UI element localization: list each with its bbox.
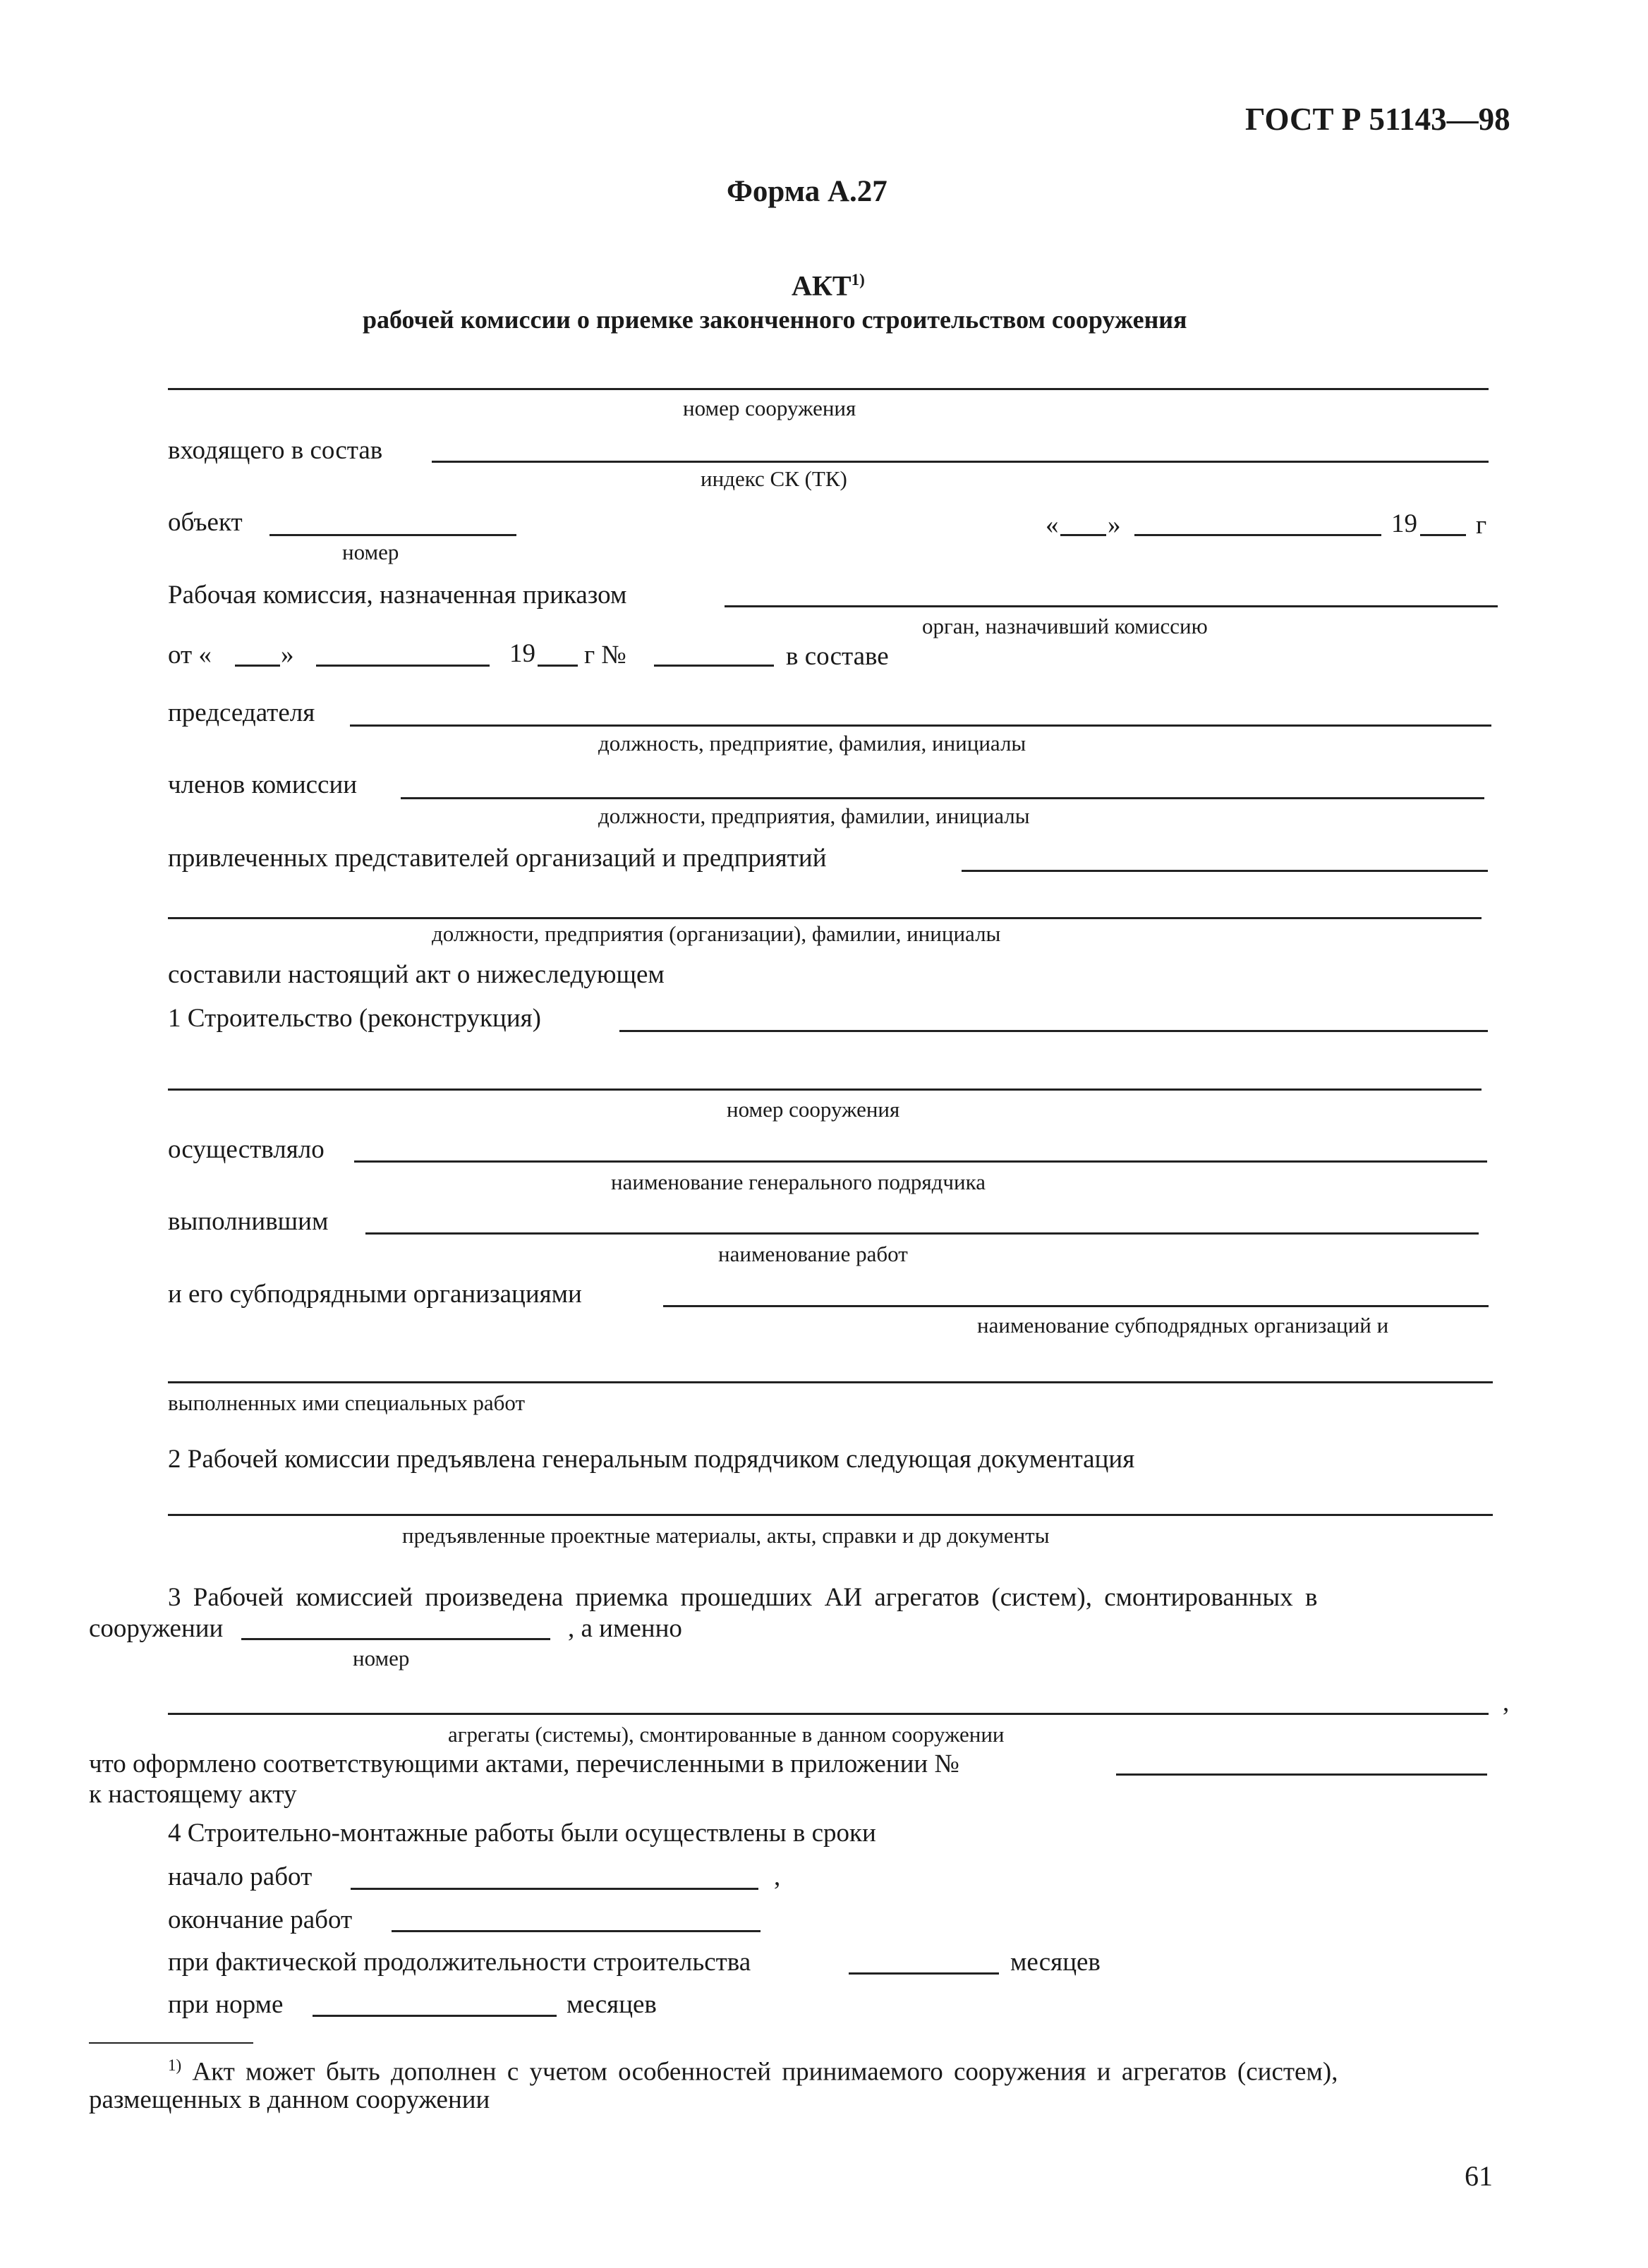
date-close-quote: » (1108, 511, 1121, 540)
date-month-field[interactable] (1134, 534, 1381, 536)
members-field[interactable] (401, 797, 1484, 799)
label-end-works: окончание работ (168, 1905, 353, 1934)
item-3-acceptance: 3 Рабочей комиссией произведена приемка прошедших АИ агрегатов (систем), смонтированных в (168, 1583, 1318, 1612)
date-day-field[interactable] (1060, 534, 1106, 536)
start-comma: , (774, 1862, 781, 1891)
footnote-line-1: $^{1)}$ Акт может быть дополнен с учетом особенностей принимаемого сооружения и агрегатов (систем), (168, 2056, 1338, 2087)
act-subtitle: рабочей комиссии о приемке законченного строительством сооружения (363, 305, 1187, 334)
order-month-field[interactable] (316, 665, 490, 667)
label-carried-out: осуществляло (168, 1135, 325, 1164)
act-footnote-mark: 1) (851, 271, 865, 289)
standard-number: ГОСТ Р 51143—98 (1245, 102, 1510, 137)
caption-general-contractor: наименование генерального подрядчика (611, 1170, 986, 1194)
appendix-number-field[interactable] (1116, 1773, 1487, 1776)
order-day-field[interactable] (235, 665, 280, 667)
footnote-separator (89, 2042, 253, 2044)
order-number-label: г № (584, 641, 626, 669)
caption-subcontractors: наименование субподрядных организаций и (977, 1313, 1389, 1338)
caption-chairman: должность, предприятие, фамилия, инициалы (598, 731, 1026, 756)
label-namely: , а именно (568, 1614, 682, 1643)
order-authority-field[interactable] (725, 605, 1498, 607)
item-2-documentation: 2 Рабочей комиссии предъявлена генеральным подрядчиком следующая документация (168, 1445, 1135, 1474)
label-to-this-act: к настоящему акту (89, 1780, 297, 1809)
invited-field-1[interactable] (962, 870, 1488, 872)
caption-structure-number-2: номер сооружения (727, 1097, 900, 1122)
label-object: объект (168, 508, 243, 537)
structure-number-field[interactable] (168, 388, 1489, 390)
date-year-field[interactable] (1420, 534, 1466, 536)
works-field[interactable] (365, 1232, 1479, 1235)
caption-sk-index: индекс СК (ТК) (701, 466, 847, 491)
order-close-quote: » (281, 641, 294, 669)
label-norm: при норме (168, 1990, 284, 2019)
date-year-prefix: 19 (1391, 509, 1417, 538)
label-commission-order: Рабочая комиссия, назначенная приказом (168, 581, 627, 610)
unit-months: месяцев (1010, 1948, 1101, 1977)
label-chairman: председателя (168, 698, 315, 727)
label-composition: в составе (786, 642, 889, 671)
label-invited: привлеченных представителей организаций и предприятий (168, 844, 827, 873)
end-date-field[interactable] (392, 1930, 761, 1932)
page-number: 61 (1465, 2160, 1493, 2192)
caption-members: должности, предприятия, фамилии, инициалы (598, 803, 1030, 828)
caption-invited: должности, предприятия (организации), фамилии, инициалы (432, 921, 1001, 946)
documents-field[interactable] (168, 1514, 1493, 1516)
label-subcontractors: и его субподрядными организациями (168, 1280, 582, 1309)
caption-object-number: номер (342, 540, 399, 564)
item-4-terms: 4 Строительно-монтажные работы были осуществлены в сроки (168, 1819, 876, 1848)
act-title: АКТ$^{1)}$ (792, 269, 865, 302)
aggregates-field[interactable] (168, 1713, 1489, 1715)
start-date-field[interactable] (351, 1888, 758, 1890)
label-order-from: от « (168, 641, 212, 669)
construction-field-1[interactable] (619, 1030, 1488, 1032)
actual-duration-field[interactable] (849, 1972, 999, 1975)
sk-index-field[interactable] (432, 461, 1489, 463)
aggregates-comma: , (1503, 1688, 1510, 1717)
chairman-field[interactable] (350, 724, 1491, 727)
order-year-prefix: 19 (509, 639, 535, 668)
label-performed: выполнившим (168, 1207, 329, 1236)
invited-field-2[interactable] (168, 917, 1482, 919)
label-actual-duration: при фактической продолжительности строительства (168, 1948, 751, 1977)
caption-works: наименование работ (718, 1242, 908, 1266)
caption-structure-number: номер сооружения (683, 396, 856, 420)
unit-months-2: месяцев (566, 1990, 657, 2019)
norm-duration-field[interactable] (313, 2015, 557, 2017)
caption-special-works: выполненных ими специальных работ (168, 1390, 526, 1415)
label-part-of: входящего в состав (168, 436, 383, 465)
date-open-quote: « (1046, 511, 1059, 540)
construction-field-2[interactable] (168, 1088, 1482, 1091)
label-start-works: начало работ (168, 1862, 313, 1891)
caption-authority: орган, назначивший комиссию (922, 614, 1208, 638)
item-1-construction: 1 Строительство (реконструкция) (168, 1004, 541, 1033)
label-formalized: что оформлено соответствующими актами, перечисленными в приложении № (89, 1749, 959, 1778)
label-members: членов комиссии (168, 770, 358, 799)
caption-number-2: номер (353, 1646, 410, 1670)
object-number-field[interactable] (269, 534, 516, 536)
subcontractors-field-2[interactable] (168, 1381, 1493, 1383)
general-contractor-field[interactable] (354, 1160, 1487, 1163)
order-year-field[interactable] (538, 665, 578, 667)
caption-aggregates: агрегаты (системы), смонтированные в данном сооружении (448, 1722, 1005, 1747)
label-in-structure: сооружении (89, 1614, 224, 1643)
form-title: Форма А.27 (727, 175, 887, 208)
footnote-mark: 1) (168, 2056, 182, 2074)
date-year-suffix: г (1476, 511, 1487, 540)
caption-documents: предъявленные проектные материалы, акты, справки и др документы (402, 1523, 1050, 1548)
footnote-line-2: размещенных в данном сооружении (89, 2085, 490, 2114)
order-number-field[interactable] (654, 665, 774, 667)
subcontractors-field-1[interactable] (663, 1305, 1489, 1307)
label-compiled: составили настоящий акт о нижеследующем (168, 960, 665, 989)
structure-number-field-3[interactable] (241, 1638, 550, 1640)
